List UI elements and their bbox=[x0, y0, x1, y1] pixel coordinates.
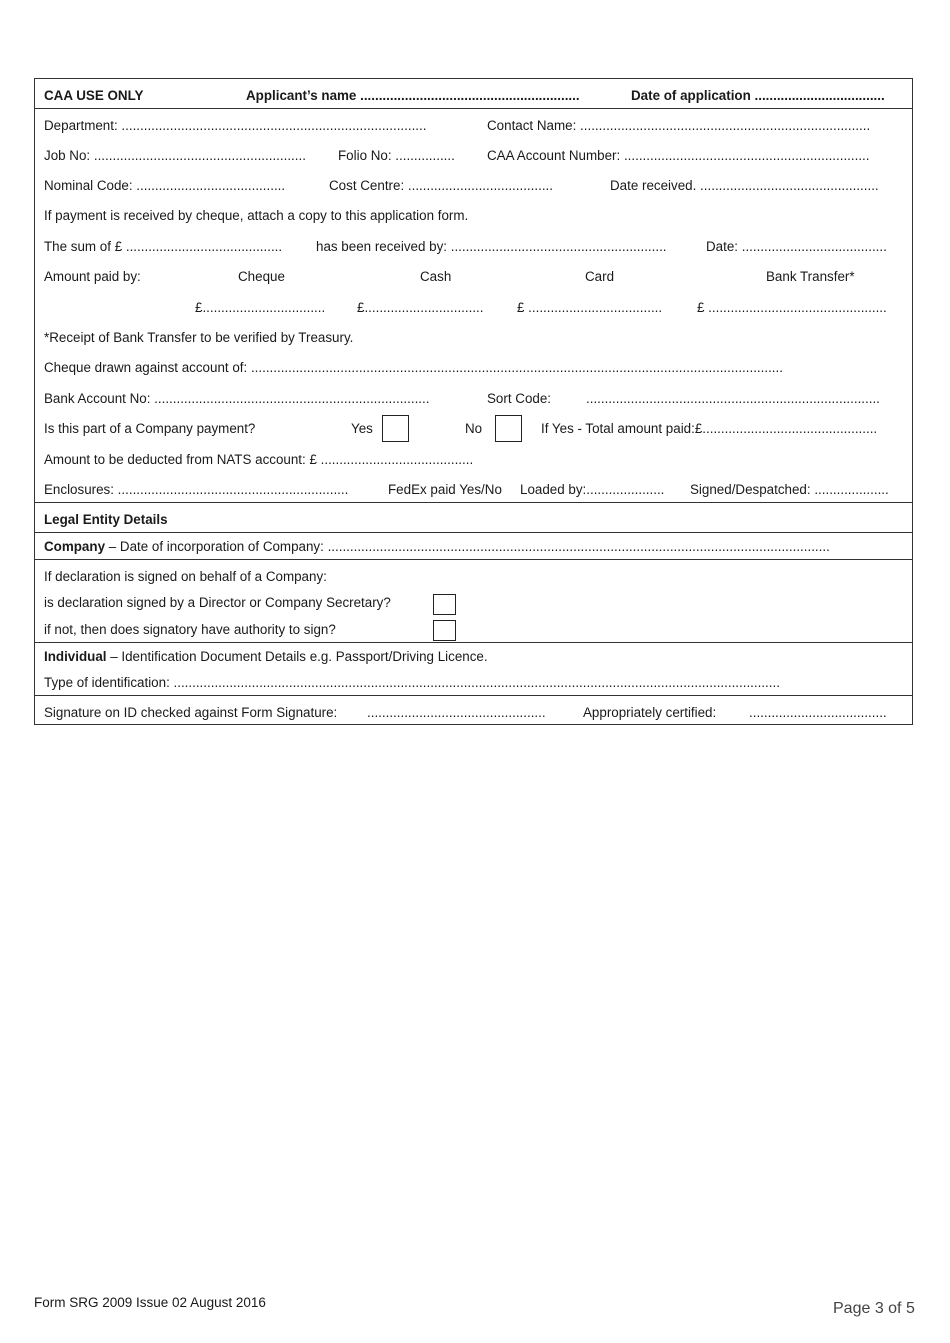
cheque-drawn-field[interactable]: Cheque drawn against account of: ............................................................................................................................................... bbox=[44, 360, 783, 375]
declaration-company-text: If declaration is signed on behalf of a Company: bbox=[44, 569, 327, 584]
company-divider bbox=[35, 532, 912, 533]
company-incorporation-field[interactable] bbox=[44, 539, 830, 555]
date-received-field[interactable]: Date received. ................................................ bbox=[610, 178, 879, 193]
applicant-name-field[interactable]: Applicant’s name ........................................................... bbox=[246, 88, 580, 103]
signed-despatched-field[interactable]: Signed/Despatched: .................... bbox=[690, 482, 889, 497]
appropriately-certified-label: Appropriately certified: bbox=[583, 705, 717, 720]
signatory-authority-checkbox[interactable] bbox=[433, 620, 456, 641]
bank-transfer-label: Bank Transfer* bbox=[766, 269, 855, 284]
nats-deduction-field[interactable]: Amount to be deducted from NATS account: £ ......................................... bbox=[44, 452, 474, 467]
individual-label: Individual bbox=[44, 649, 107, 664]
date-field[interactable]: Date: ....................................... bbox=[706, 239, 887, 254]
fedex-paid-field[interactable]: FedEx paid Yes/No bbox=[388, 482, 502, 497]
contact-name-field[interactable]: Contact Name: .............................................................................. bbox=[487, 118, 871, 133]
individual-divider bbox=[35, 642, 912, 643]
cheque-amount-field[interactable]: £................................. bbox=[195, 300, 326, 315]
sort-code-label: Sort Code: bbox=[487, 391, 552, 406]
card-amount-field[interactable]: £ .................................... bbox=[517, 300, 663, 315]
cheque-copy-note: If payment is received by cheque, attach a copy to this application form. bbox=[44, 208, 469, 223]
enclosures-field[interactable]: Enclosures: .............................................................. bbox=[44, 482, 349, 497]
loaded-by-field[interactable]: Loaded by:..................... bbox=[520, 482, 665, 497]
sum-received-field[interactable]: The sum of £ .......................................... bbox=[44, 239, 283, 254]
total-amount-paid-field[interactable]: If Yes - Total amount paid:£............................................... bbox=[541, 421, 878, 436]
signatory-authority-question: if not, then does signatory have authority to sign? bbox=[44, 622, 336, 637]
company-payment-question: Is this part of a Company payment? bbox=[44, 421, 256, 436]
legal-entity-divider bbox=[35, 502, 912, 503]
signature-checked-label: Signature on ID checked against Form Signature: bbox=[44, 705, 338, 720]
individual-id-description: – Identification Document Details e.g. Passport/Driving Licence. bbox=[106, 649, 488, 664]
no-label: No bbox=[465, 421, 483, 436]
appropriately-certified-field[interactable]: ..................................... bbox=[749, 705, 887, 720]
legal-entity-heading: Legal Entity Details bbox=[44, 512, 168, 527]
department-field[interactable]: Department: .................................................................................. bbox=[44, 118, 427, 133]
bank-transfer-receipt-note: *Receipt of Bank Transfer to be verified by Treasury. bbox=[44, 330, 354, 345]
amount-paid-by-label: Amount paid by: bbox=[44, 269, 141, 284]
page-number: Page 3 of 5 bbox=[833, 1300, 915, 1317]
bank-account-no-field[interactable]: Bank Account No: .......................................................................... bbox=[44, 391, 430, 406]
individual-id-text bbox=[44, 649, 488, 665]
cash-label: Cash bbox=[420, 269, 452, 284]
bank-transfer-amount-field[interactable]: £ ................................................ bbox=[697, 300, 887, 315]
type-of-identification-field[interactable]: Type of identification: ................................................................................................................................................................... bbox=[44, 675, 780, 690]
signature-checked-field[interactable]: ................................................ bbox=[367, 705, 546, 720]
company-incorporation-text: – Date of incorporation of Company: ....................................................................................................................................... bbox=[105, 539, 830, 554]
cost-centre-field[interactable]: Cost Centre: ....................................... bbox=[329, 178, 553, 193]
cheque-label: Cheque bbox=[238, 269, 285, 284]
nominal-code-field[interactable]: Nominal Code: ........................................ bbox=[44, 178, 286, 193]
folio-no-field[interactable]: Folio No: ................ bbox=[338, 148, 455, 163]
company-payment-no-checkbox[interactable] bbox=[495, 415, 522, 442]
form-reference: Form SRG 2009 Issue 02 August 2016 bbox=[34, 1295, 266, 1310]
signature-divider bbox=[35, 695, 912, 696]
received-by-field[interactable]: has been received by: .......................................................... bbox=[316, 239, 667, 254]
director-signed-checkbox[interactable] bbox=[433, 594, 456, 615]
company-label: Company bbox=[44, 539, 106, 554]
company-payment-yes-checkbox[interactable] bbox=[382, 415, 409, 442]
declaration-divider bbox=[35, 559, 912, 560]
job-no-field[interactable]: Job No: ......................................................... bbox=[44, 148, 306, 163]
card-label: Card bbox=[585, 269, 615, 284]
caa-use-only-form bbox=[34, 78, 913, 725]
sort-code-field[interactable]: ............................................................................... bbox=[586, 391, 880, 406]
caa-account-number-field[interactable]: CAA Account Number: .................................................................. bbox=[487, 148, 870, 163]
declaration-director-question: is declaration signed by a Director or Company Secretary? bbox=[44, 595, 391, 610]
cash-amount-field[interactable]: £................................ bbox=[357, 300, 484, 315]
date-of-application-field[interactable]: Date of application ................................... bbox=[631, 88, 885, 103]
caa-use-only-label: CAA USE ONLY bbox=[44, 88, 144, 103]
header-divider bbox=[35, 108, 912, 109]
yes-label: Yes bbox=[351, 421, 373, 436]
